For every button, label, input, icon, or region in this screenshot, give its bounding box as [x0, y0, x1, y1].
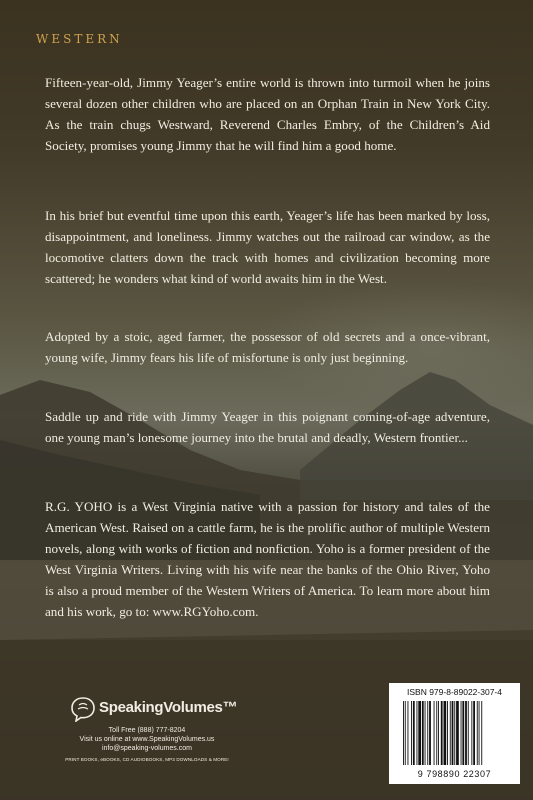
publisher-name: SpeakingVolumes™: [99, 699, 238, 716]
description-paragraph: Fifteen-year-old, Jimmy Yeager’s entire world is thrown into turmoil when he joins several dozen other children who are placed on an Orphan Train in New York City. As the train chugs Westward, Reverend Charles Embry, of the Children’s Aid Society, promises young Jimmy that he will find him a good home.: [45, 75, 490, 153]
speech-bubble-icon: [70, 696, 96, 722]
description-paragraph: Saddle up and ride with Jimmy Yeager in this poignant coming-of-age adventure, one young man’s lonesome journey into the brutal and deadly, Western frontier...: [45, 409, 490, 445]
author-bio: R.G. YOHO is a West Virginia native with a passion for history and tales of the American West. Raised on a cattle farm, he is the prolific author of multiple Western novels, along with works of fiction and nonfiction. Yoho is a former president of the West Virginia Writers. Living with his wife near the banks of the Ohio River, Yoho is also a proud member of the Western Writers of America. To learn more about him and his work, go to: www.RGYoho.com.: [45, 499, 490, 619]
publisher-website: Visit us online at www.SpeakingVolumes.us: [79, 736, 215, 743]
barcode-icon: [401, 701, 508, 767]
description-paragraph: In his brief but eventful time upon this earth, Yeager’s life has been marked by loss, disappointment, and loneliness. Jimmy watches out the railroad car window, as the locomotive clatters down the track with homes and civilization becoming more scattered; he wonders what kind of world awaits him in the West.: [45, 208, 490, 286]
publisher-block: [46, 690, 246, 790]
isbn-barcode: [389, 683, 520, 784]
genre-label: WESTERN: [36, 32, 123, 46]
barcode-digits: 9 798890 22307: [417, 769, 492, 779]
publisher-email: info@speaking-volumes.com: [102, 745, 192, 752]
publisher-phone: Toll Free (888) 777-8204: [108, 727, 186, 734]
isbn-label: ISBN 979-8-89022-307-4: [407, 687, 502, 697]
description-paragraph: Adopted by a stoic, aged farmer, the possessor of old secrets and a once-vibrant, young wife, Jimmy fears his life of misfortune is only just beginning.: [45, 329, 490, 365]
publisher-formats: PRINT BOOKS, eBOOKS, CD AUDIOBOOKS, MP3 DOWNLOADS & MORE!: [65, 757, 229, 762]
